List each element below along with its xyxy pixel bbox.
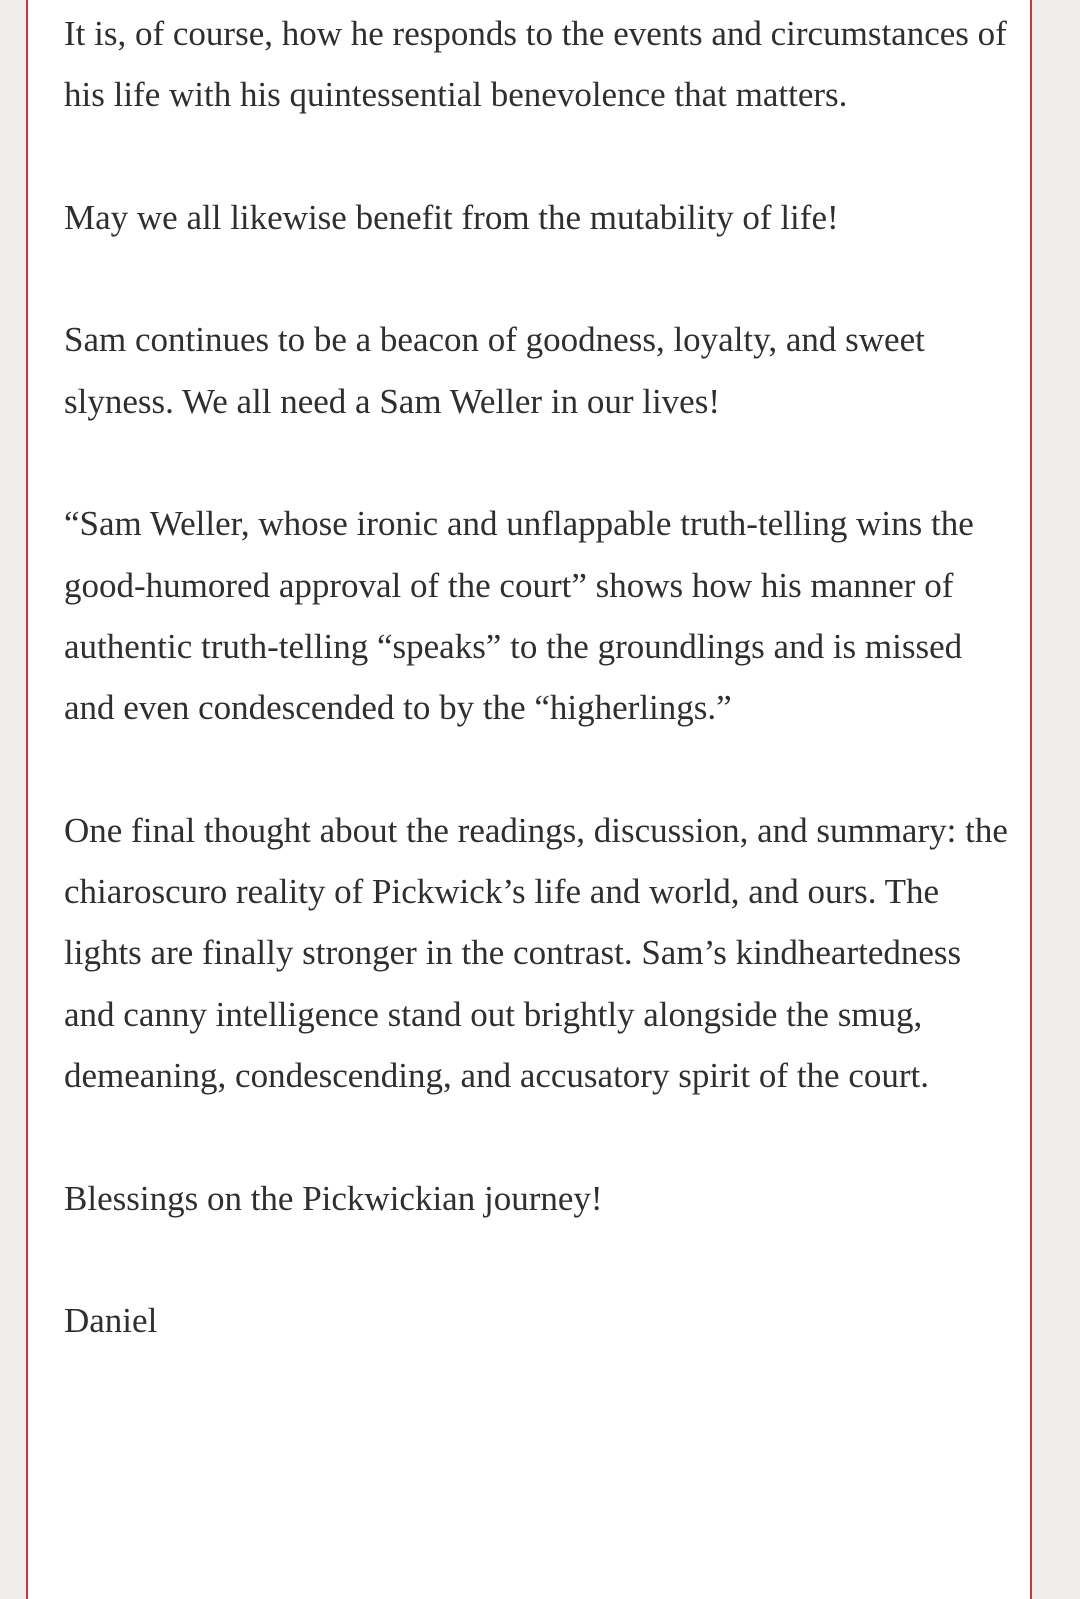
comment-paragraph: One final thought about the readings, discussion, and summary: the chiaroscuro reality of Pickwick’s life and world, and ours. The lights are finally stronger in the contrast. Sam’s kindheartedness and canny intelligence stand out brightly alongside the smug, demeaning, condescending, and accusatory spirit of the court.	[64, 810, 1008, 1096]
comment-body	[64, 3, 1009, 1352]
comment-paragraph: Sam continues to be a beacon of goodness, loyalty, and sweet slyness. We all need a Sam Weller in our lives!	[64, 320, 925, 421]
comment-paragraph: May we all likewise benefit from the mutability of life!	[64, 197, 839, 237]
comment-paragraph: “Sam Weller, whose ironic and unflappable truth-telling wins the good-humored approval of the court” shows how his manner of authentic truth-telling “speaks” to the groundlings and is missed and even condescended to by the “higherlings.”	[64, 504, 974, 728]
comment-paragraph: Blessings on the Pickwickian journey!	[64, 1178, 603, 1218]
comment-card	[26, 0, 1032, 1599]
comment-signature: Daniel	[64, 1301, 158, 1341]
comment-paragraph: It is, of course, how he responds to the events and circumstances of his life with his quintessential benevolence that matters.	[64, 14, 1007, 115]
